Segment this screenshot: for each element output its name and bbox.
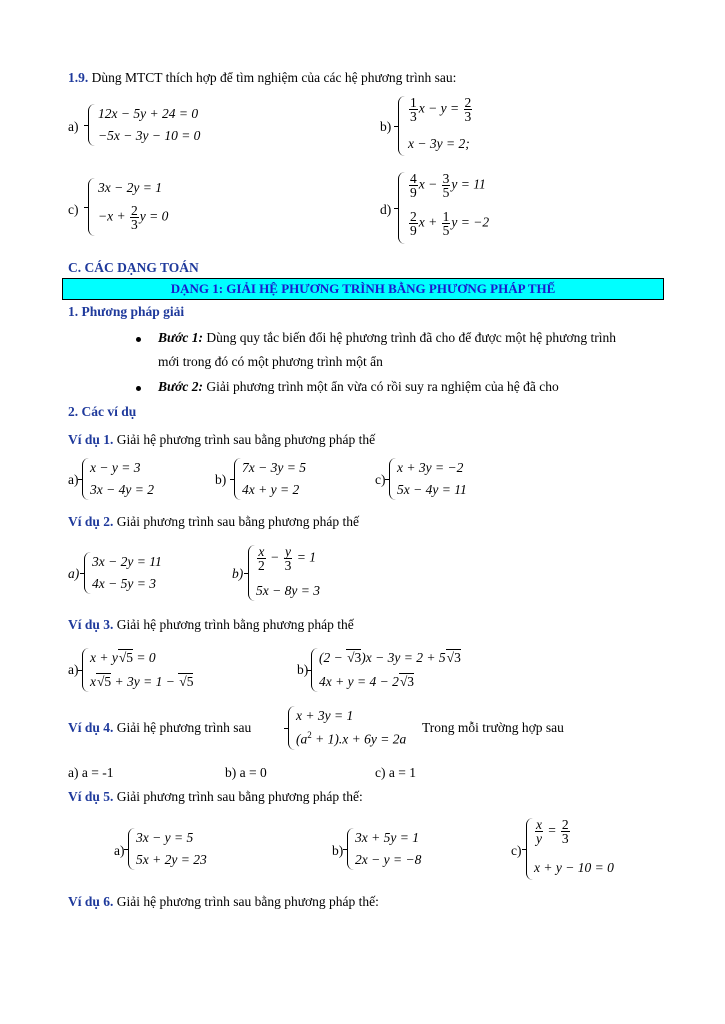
step-2-text: Giải phương trình một ẩn vừa có rồi suy ra nghiệm của hệ đã cho: [202, 379, 559, 394]
example-text: Giải hệ phương trình sau bằng phương pháp thế:: [113, 894, 379, 909]
equation: $\frac{1}{3}$ x − y = $\frac{2}{3}$: [410, 95, 472, 124]
case-c: c) a = 1: [375, 765, 416, 780]
example-4-tail: Trong mỗi trường hợp sau: [422, 720, 564, 735]
examples-title: 2. Các ví dụ: [68, 404, 137, 419]
example-label: Ví dụ 2.: [68, 514, 114, 529]
example-label: Ví dụ 6.: [68, 894, 114, 909]
equation: 5x − 4y = 11: [397, 482, 467, 497]
case-b: b) a = 0: [225, 765, 267, 780]
topic-banner: DẠNG 1: GIẢI HỆ PHƯƠNG TRÌNH BẰNG PHƯƠNG PHÁP THẾ: [62, 278, 664, 300]
equation: $\frac{4}{9}$ x − $\frac{3}{5}$ y = 11: [410, 171, 486, 200]
step-1-text: Dùng quy tắc biến đổi hệ phương trình đã cho để được một hệ phương trình: [202, 330, 616, 345]
example-label: Ví dụ 1.: [68, 432, 114, 447]
equation: 3x − 4y = 2: [90, 482, 154, 497]
equation: x − 3y = 2;: [408, 136, 470, 151]
example-label: Ví dụ 3.: [68, 617, 114, 632]
equation: x + y√ 5 = 0: [90, 650, 156, 666]
equation: x + 3y = −2: [397, 460, 464, 475]
step-1-label: Bước 1:: [158, 330, 203, 345]
example-label: Ví dụ 4.: [68, 720, 114, 735]
equation: 3x − 2y = 11: [92, 554, 162, 569]
system-b-label: b): [215, 472, 227, 487]
system-a-label: a): [68, 662, 79, 677]
step-2-label: Bước 2:: [158, 379, 203, 394]
system-b-label: b): [332, 843, 344, 858]
example-5-heading: [68, 789, 363, 805]
system-a-label: a): [114, 843, 125, 858]
step-1: [158, 330, 616, 346]
exercise-number: 1.9.: [68, 70, 89, 85]
case-a: a) a = -1: [68, 765, 114, 780]
example-label: Ví dụ 5.: [68, 789, 114, 804]
equation: 12x − 5y + 24 = 0: [98, 106, 199, 121]
system-a-label: a): [68, 119, 79, 134]
system-a-label: a): [68, 566, 80, 581]
equation: $\frac{x}{2}$ − $\frac{y}{3}$ = 1: [258, 544, 316, 573]
system-b-label: b): [297, 662, 309, 677]
system-b-label: b): [380, 119, 392, 134]
equation: 7x − 3y = 5: [242, 460, 306, 475]
system-a-label: a): [68, 472, 79, 487]
method-title: 1. Phương pháp giải: [68, 304, 185, 319]
equation: 4x + y = 2: [242, 482, 300, 497]
system-b-label: b): [232, 566, 244, 581]
equation: x − y = 3: [90, 460, 141, 475]
equation: 3x − 2y = 1: [98, 180, 162, 195]
equation: −5x − 3y − 10 = 0: [98, 128, 201, 143]
example-text: Giải hệ phương trình sau: [113, 720, 252, 735]
system-c-label: c): [511, 843, 522, 858]
equation: $\frac{2}{9}$ x + $\frac{1}{5}$ y = −2: [410, 209, 490, 238]
equation: 3x − y = 5: [136, 830, 194, 845]
equation: x√ 5 + 3y = 1 − √ 5: [90, 674, 193, 690]
example-text: Giải hệ phương trình sau bằng phương pháp thế: [113, 432, 376, 447]
equation: $\frac{x}{y}$ = $\frac{2}{3}$: [536, 817, 569, 846]
equation: x + y − 10 = 0: [534, 860, 614, 875]
equation: (2 − √ 3)x − 3y = 2 + 5√ 3: [319, 650, 461, 666]
equation: x + 3y = 1: [296, 708, 354, 723]
step-2: [158, 379, 559, 395]
example-6-heading: [68, 894, 379, 910]
equation: 4x + y = 4 − 2√ 3: [319, 674, 414, 690]
example-text: Giải phương trình sau bằng phương pháp thế: [113, 514, 360, 529]
equation: 3x + 5y = 1: [355, 830, 419, 845]
equation: 2x − y = −8: [355, 852, 422, 867]
exercise-1-9-heading: [68, 70, 456, 86]
system-d-label: d): [380, 202, 392, 217]
equation: −x + $\frac{2}{3}$ y = 0: [98, 203, 169, 232]
equation: 4x − 5y = 3: [92, 576, 156, 591]
equation: $(a^2 + 1).x + 6y = 2a$: [296, 730, 407, 747]
example-3-heading: [68, 617, 354, 633]
equation: 5x − 8y = 3: [256, 583, 320, 598]
example-1-heading: [68, 432, 375, 448]
system-c-label: c): [375, 472, 386, 487]
system-c-label: c): [68, 202, 79, 217]
section-heading: C. CÁC DẠNG TOÁN: [68, 260, 199, 275]
exercise-text: Dùng MTCT thích hợp để tìm nghiệm của các hệ phương trình sau:: [91, 70, 457, 85]
example-text: Giải hệ phương trình bằng phương pháp thế: [113, 617, 354, 632]
bullet-icon: [136, 386, 141, 391]
step-1-continued: mới trong đó có một phương trình một ẩn: [158, 354, 383, 369]
example-4-heading: [68, 720, 251, 736]
bullet-icon: [136, 337, 141, 342]
example-2-heading: [68, 514, 359, 530]
equation: 5x + 2y = 23: [136, 852, 207, 867]
example-text: Giải phương trình sau bằng phương pháp thế:: [113, 789, 363, 804]
